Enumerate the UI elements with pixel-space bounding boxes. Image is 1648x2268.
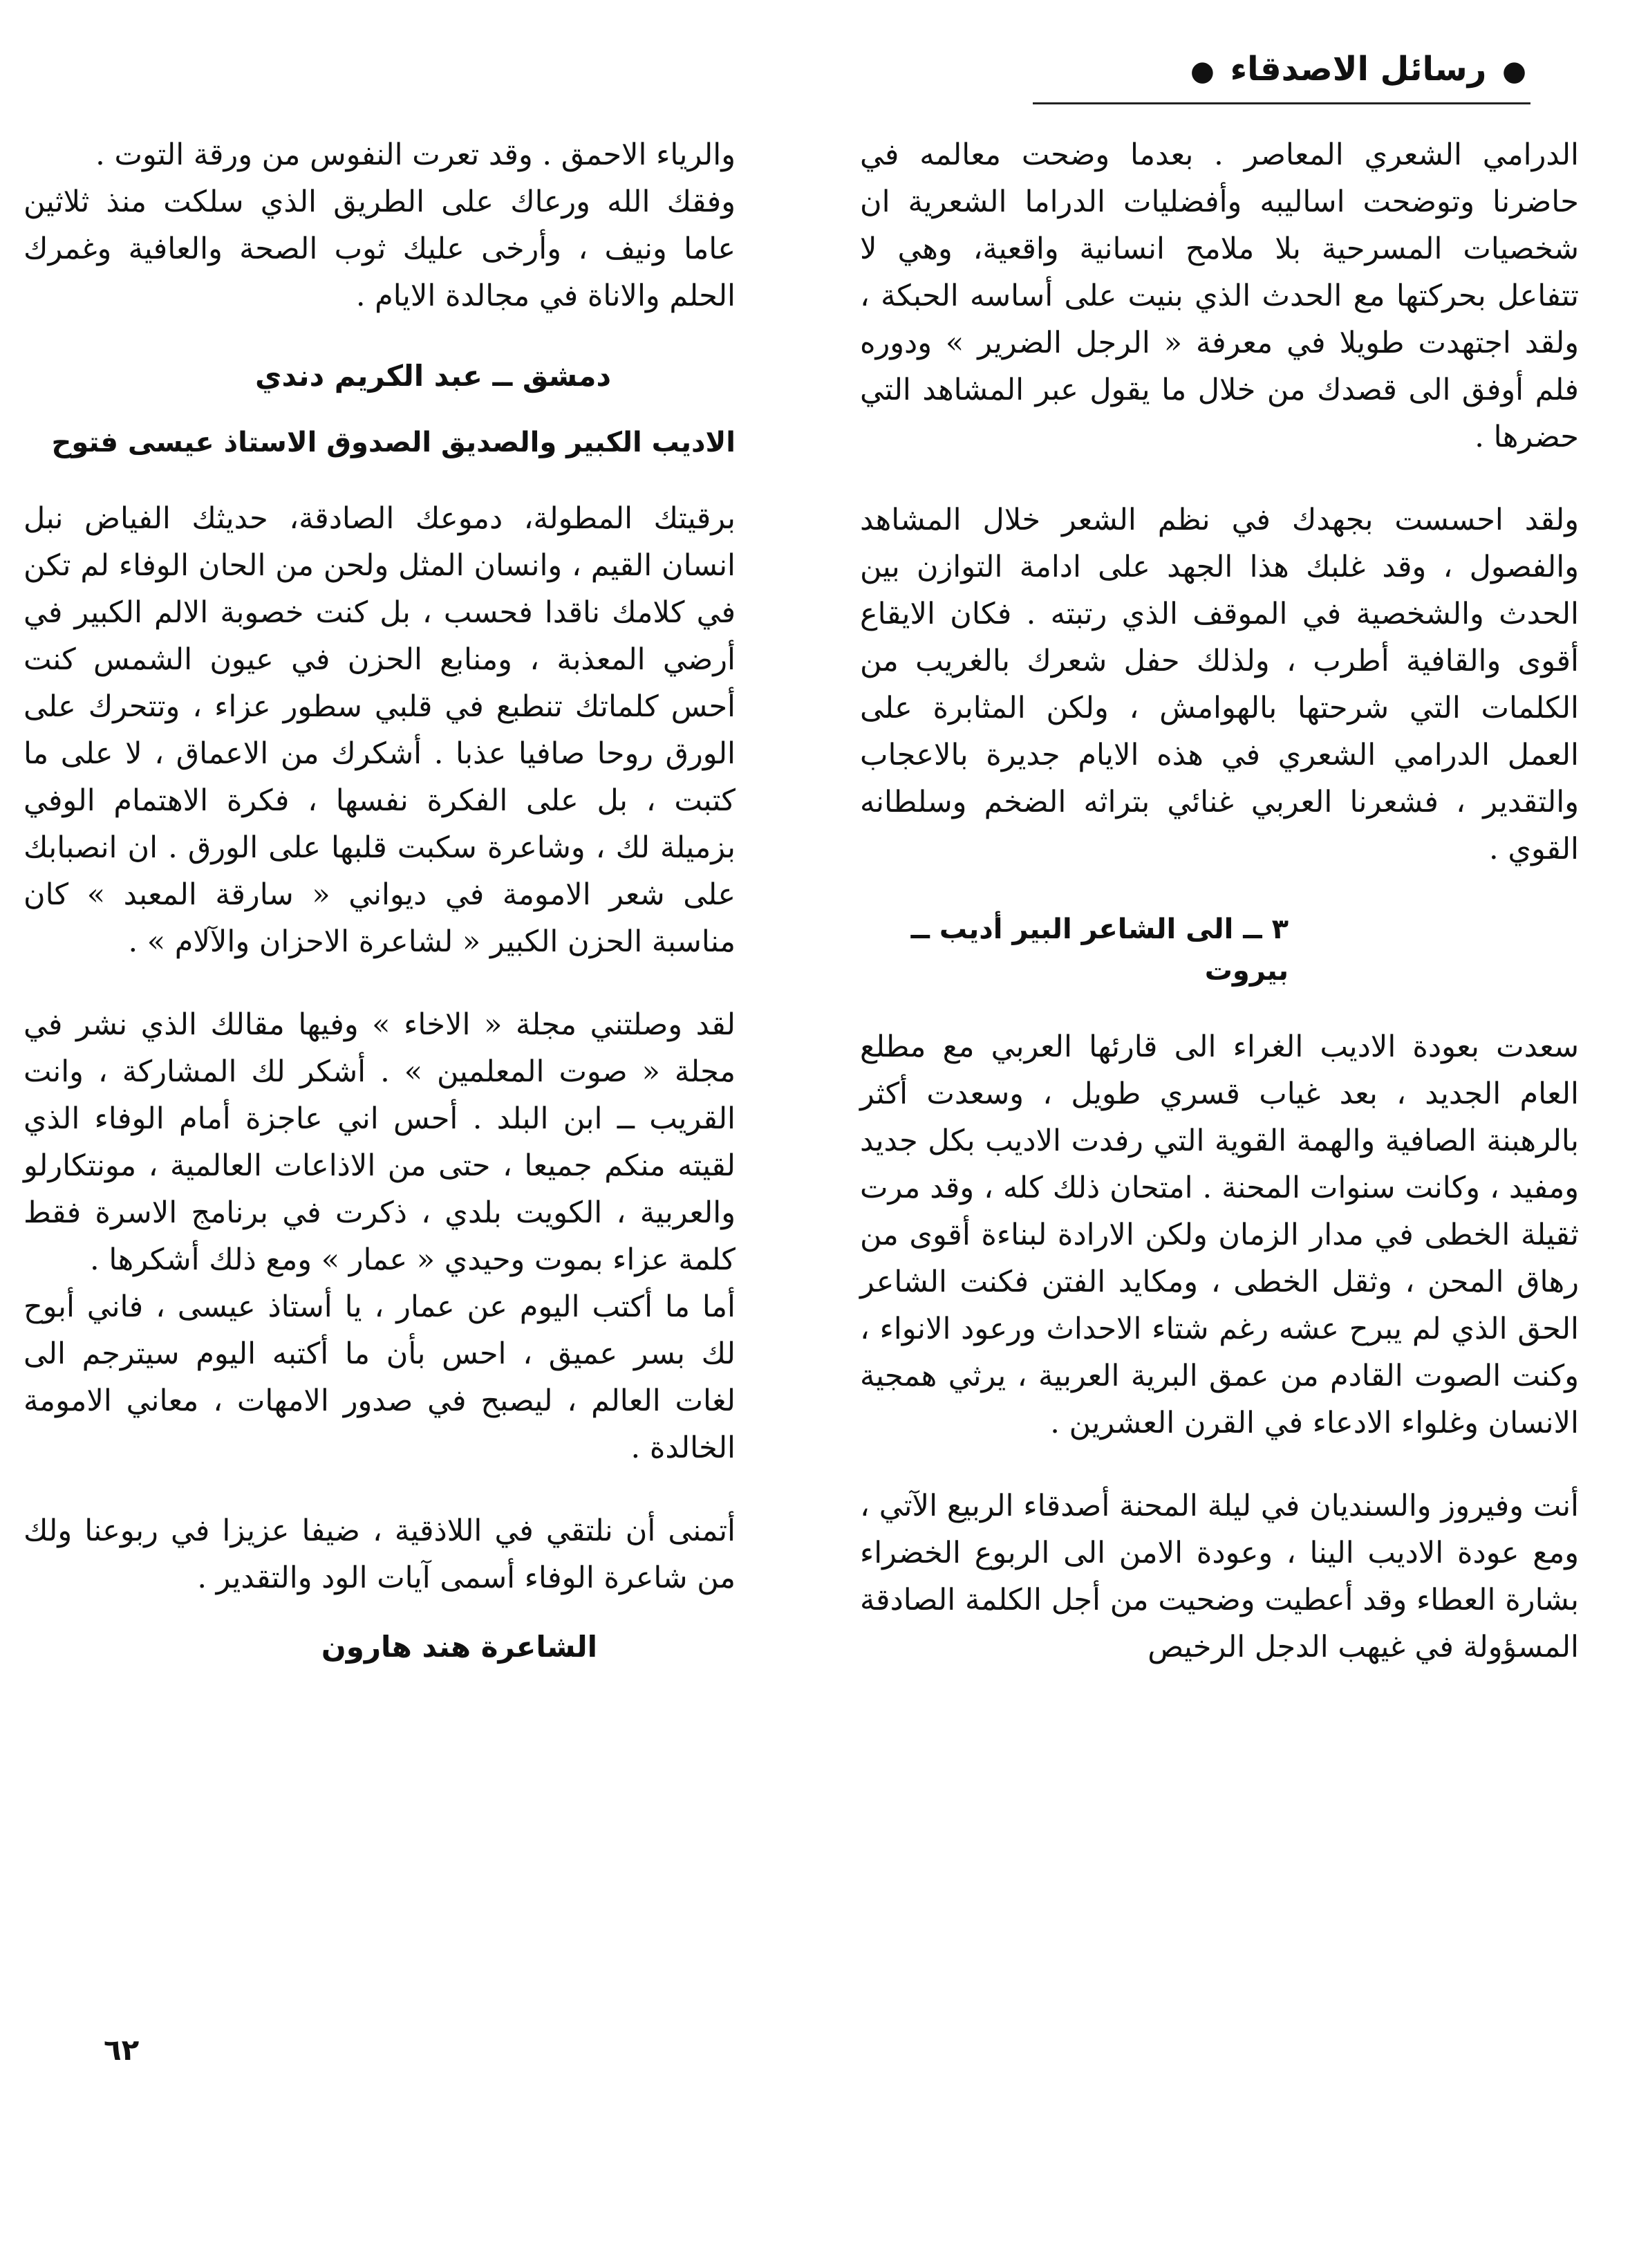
running-header bbox=[1019, 48, 1530, 92]
letter-salutation: الاديب الكبير والصديق الصدوق الاستاذ عيسى فتوح bbox=[51, 427, 736, 458]
paragraph: أما ما أكتب اليوم عن عمار ، يا أستاذ عيسى ، فاني أبوح لك بسر عميق ، احس بأن ما أكتبه اليوم سيترجم الى لغات العالم ، ليصبح في صدور الامهات ، معاني الامومة الخالدة . bbox=[24, 1290, 736, 1465]
paragraph: لقد وصلتني مجلة « الاخاء » وفيها مقالك الذي نشر في مجلة « صوت المعلمين » . أشكر لك المشاركة ، وانت القريب ــ ابن البلد . أحس اني عاجزة أمام الوفاء الذي لقيته منكم جميعا ، حتى من الاذاعات العالمية ، مونتكارلو والعربية ، الكويت بلدي ، ذكرت في برنامج الاسرة فقط كلمة عزاء بموت وحيدي « عمار » ومع ذلك أشكرها . bbox=[24, 1007, 736, 1277]
paragraph: والرياء الاحمق . وقد تعرت النفوس من ورقة التوت . bbox=[95, 138, 736, 172]
paragraph: ولقد احسست بجهدك في نظم الشعر خلال المشاهد والفصول ، وقد غلبك هذا الجهد على ادامة التوازن بين الحدث والشخصية في الموقف الذي رتبته . فكان الايقاع أقوى والقافية أطرب ، ولذلك حفل شعرك بالغريب من الكلمات التي شرحتها بالهوامش ، ولكن المثابرة على العمل الدرامي الشعري في هذه الايام جديرة بالاعجاب والتقدير ، فشعرنا العربي غنائي بتراثه الضخم وسلطانه القوي . bbox=[860, 503, 1579, 866]
paragraph: وفقك الله ورعاك على الطريق الذي سلكت منذ ثلاثين عاما ونيف ، وأرخى عليك ثوب الصحة والعافية وغمرك الحلم والاناة في مجالدة الايام . bbox=[24, 185, 736, 313]
section-heading: ٣ ــ الى الشاعر البير أديب ــ بيروت bbox=[910, 913, 1289, 987]
paragraph: الدرامي الشعري المعاصر . بعدما وضحت معالمه في حاضرنا وتوضحت اساليبه وأفضليات الدراما الشعرية ان شخصيات المسرحية بلا ملامح انسانية واقعية، وهي لا تتفاعل بحركتها مع الحدث الذي بنيت على أساسه الحبكة ، ولقد اجتهدت طويلا في معرفة « الرجل الضرير » ودوره فلم أوفق الى قصدك من خلال ما يقول عبر المشاهد التي حضرها . bbox=[860, 138, 1579, 454]
signature: دمشق ــ عبد الكريم دندي bbox=[255, 359, 611, 393]
bullet-icon: ● bbox=[1190, 55, 1215, 87]
paragraph: أنت وفيروز والسنديان في ليلة المحنة أصدقاء الربيع الآتي ، ومع عودة الاديب الينا ، وعودة الامن الى الربوع الخضراء بشارة العطاء وقد أعطيت وضحيت من أجل الكلمة الصادقة المسؤولة في غيهب الدجل الرخيص bbox=[860, 1489, 1579, 1664]
paragraph: سعدت بعودة الاديب الغراء الى قارئها العربي مع مطلع العام الجديد ، بعد غياب قسري طويل ، وسعدت أكثر بالرهبنة الصافية والهمة القوية التي رفدت الاديب بكل جديد ومفيد ، وكانت سنوات المحنة . امتحان ذلك كله ، وقد مرت ثقيلة الخطى في مدار الزمان ولكن الارادة لبناءة أقوى من رهاق المحن ، وثقل الخطى ، ومكايد الفتن فكنت الشاعر الحق الذي لم يبرح عشه رغم شتاء الاحداث ورعود الانواء ، وكنت الصوت القادم من عمق البرية العربية ، يرثي همجية الانسان وغلواء الادعاء في القرن العشرين . bbox=[860, 1030, 1579, 1440]
paragraph: برقيتك المطولة، دموعك الصادقة، حديثك الفياض نبل انسان القيم ، وانسان المثل ولحن من الحان الوفاء لم تكن في كلامك ناقدا فحسب ، بل كنت خصوبة الالم الكبير في أرضي المعذبة ، ومنابع الحزن في عيون الشمس كنت أحس كلماتك تنطبع في قلبي سطور عزاء ، وتتحرك على الورق روحا صافيا عذبا . أشكرك من الاعماق ، لا على ما كتبت ، بل على الفكرة نفسها ، فكرة الاهتمام الوفي بزميلة لك ، وشاعرة سكبت قلبها على الورق . ان انصبابك على شعر الامومة في ديواني « سارقة المعبد » كان مناسبة الحزن الكبير « لشاعرة الاحزان والآلام » . bbox=[24, 501, 736, 959]
signature: الشاعرة هند هارون bbox=[321, 1630, 597, 1664]
bullet-icon: ● bbox=[1502, 55, 1526, 87]
paragraph: أتمنى أن نلتقي في اللاذقية ، ضيفا عزيزا في ربوعنا ولك من شاعرة الوفاء أسمى آيات الود والتقدير . bbox=[24, 1514, 736, 1595]
header-rule bbox=[1033, 102, 1530, 104]
page-number: ٦٢ bbox=[104, 2033, 140, 2067]
header-title: رسائل الاصدقاء bbox=[1230, 50, 1487, 89]
right-column bbox=[860, 131, 1579, 1671]
left-column bbox=[24, 131, 736, 1668]
